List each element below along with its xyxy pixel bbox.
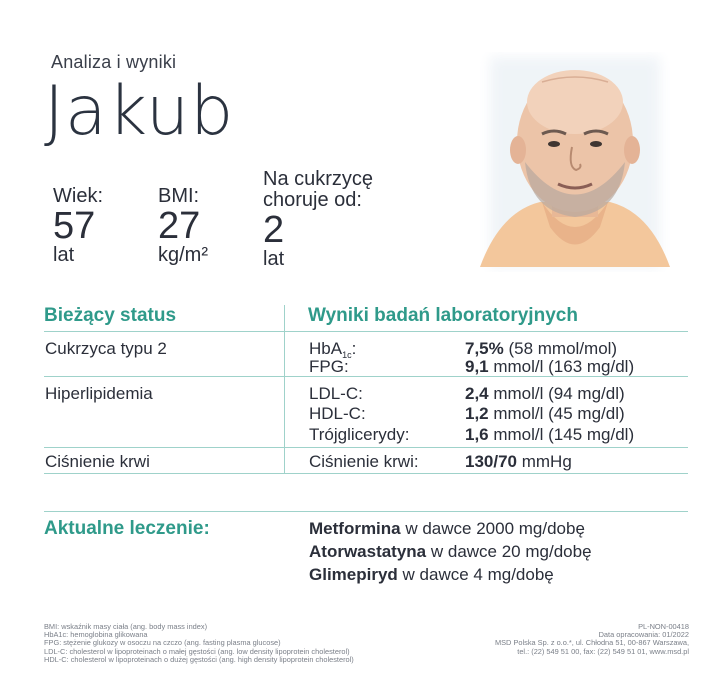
bmi-unit: kg/m² <box>158 244 208 266</box>
footnote: LDL-C: cholesterol w lipoproteinach o małej gęstości (ang. low density lipoprotein cholesterol) <box>44 646 350 656</box>
status-column-header: Bieżący status <box>44 305 177 326</box>
footnote: BMI: wskaźnik masy ciała (ang. body mass index) <box>44 622 208 631</box>
lab-value: 1,2 mmol/l (45 mg/dl) <box>465 404 625 423</box>
patient-portrait-image <box>480 52 670 272</box>
page-subtitle: Analiza i wyniki <box>51 52 177 72</box>
age-label: Wiek: <box>53 185 103 207</box>
lab-name: Trójglicerydy: <box>309 425 410 444</box>
company-address: MSD Polska Sp. z o.o.*, ul. Chłodna 51, 00-867 Warszawa, <box>494 638 689 648</box>
diabetes-label-line1: Na cukrzycę <box>263 168 374 190</box>
footnote: HbA1c: hemoglobina glikowana <box>44 630 148 640</box>
treatment-list <box>309 517 592 586</box>
diabetes-label-line2: choruje od: <box>263 189 362 211</box>
treatment-item: Glimepiryd w dawce 4 mg/dobę <box>309 565 554 584</box>
bmi-value: 27 <box>158 205 201 247</box>
lab-name: LDL-C: <box>309 384 363 403</box>
diabetes-value: 2 <box>263 209 285 251</box>
bmi-stat <box>158 186 208 265</box>
footer-abbreviations <box>44 623 354 664</box>
footer-company-info <box>495 623 689 656</box>
table-bottom-divider <box>44 473 688 474</box>
company-contact: tel.: (22) 549 51 00, fax: (22) 549 51 01, www.msd.pl <box>517 646 689 656</box>
patient-name: Jakub <box>44 72 235 151</box>
status-cell: Ciśnienie krwi <box>45 452 150 471</box>
lab-name: HbA$_{1c}$: <box>309 339 357 360</box>
lab-value: 9,1 mmol/l (163 mg/dl) <box>465 357 635 376</box>
status-cell: Cukrzyca typu 2 <box>45 339 167 358</box>
status-cell: Hiperlipidemia <box>45 384 153 403</box>
footnote: FPG: stężenie glukozy w osoczu na czczo (ang. fasting plasma glucose) <box>44 638 281 648</box>
age-unit: lat <box>53 244 75 266</box>
lab-name: HDL-C: <box>309 404 366 423</box>
lab-results-column-header: Wyniki badań laboratoryjnych <box>308 305 578 326</box>
age-value: 57 <box>53 205 96 247</box>
treatment-item: Atorwastatyna w dawce 20 mg/dobę <box>309 542 592 561</box>
footnote: HDL-C: cholesterol w lipoproteinach o dużej gęstości (ang. high density lipoprotein cholesterol) <box>44 654 354 664</box>
lab-value: 7,5% (58 mmol/mol) <box>465 339 618 358</box>
age-stat <box>53 186 103 265</box>
lab-value: 1,6 mmol/l (145 mg/dl) <box>465 425 635 444</box>
lab-name: Ciśnienie krwi: <box>309 452 419 471</box>
treatment-top-divider <box>44 511 688 512</box>
table-row-divider <box>44 447 688 448</box>
diabetes-duration-stat <box>263 169 373 269</box>
table-column-divider <box>284 305 285 473</box>
lab-value: 130/70 mmHg <box>465 452 572 471</box>
table-header-divider <box>44 331 688 332</box>
document-code: PL-NON-00418 <box>638 622 689 631</box>
preparation-date: Data opracowania: 01/2022 <box>598 630 689 640</box>
treatment-label: Aktualne leczenie: <box>44 518 210 539</box>
lab-name: FPG: <box>309 357 349 376</box>
lab-value: 2,4 mmol/l (94 mg/dl) <box>465 384 625 403</box>
diabetes-unit: lat <box>263 248 285 270</box>
treatment-item: Metformina w dawce 2000 mg/dobę <box>309 519 585 538</box>
bmi-label: BMI: <box>158 185 200 207</box>
